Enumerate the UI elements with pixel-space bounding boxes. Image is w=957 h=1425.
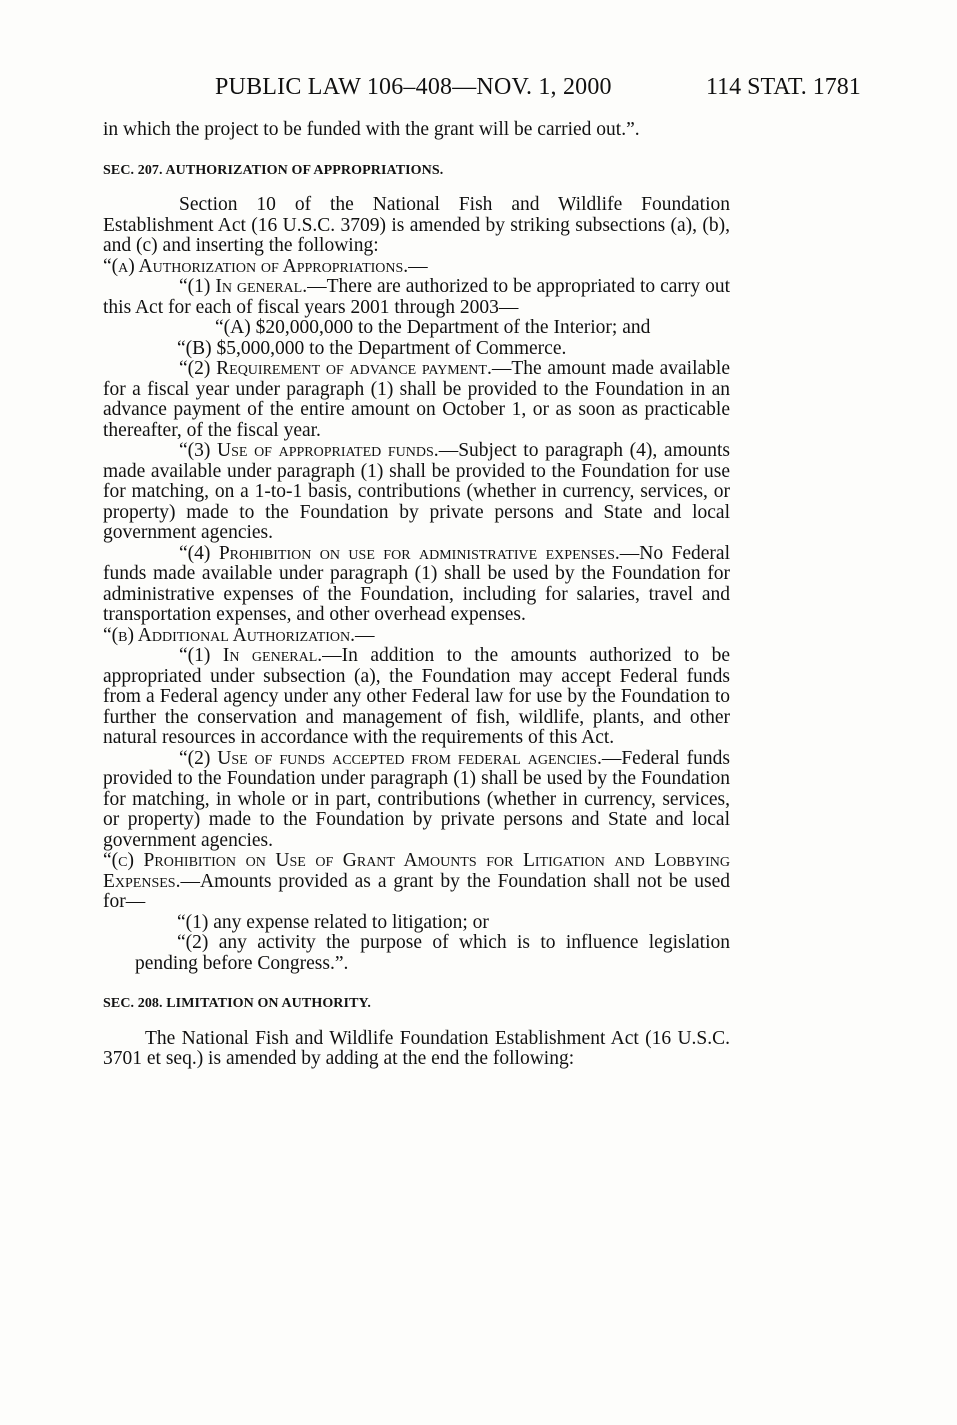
paragraph-c1: “(1) any expense related to litigation; or <box>177 911 489 933</box>
paragraph-a1-heading: “(1) In general. <box>179 276 308 297</box>
paragraph-a1 <box>103 277 730 318</box>
paragraph-b1-text: —In addition to the amounts authorized to be appropriated under subsection (a), the Foundation may accept Federal funds from a Federal agency under any other Federal law for use by the Foundation to further the conservation and management of fish, wildlife, plants, and other natural resources in accordance with the requirements of this Act. <box>103 645 730 748</box>
paragraph-b2 <box>103 749 730 852</box>
paragraph-a3 <box>103 441 730 544</box>
paragraph-section-10: Section 10 of the National Fish and Wildlife Foundation Establishment Act (16 U.S.C. 3709) is amended by striking subsections (a), (b), and (c) and inserting the following: <box>103 194 730 256</box>
subsection-c-heading: “(c) Prohibition on Use of Grant Amounts for Litigation and Lobbying Expenses. <box>103 850 730 892</box>
paragraph-a2-text: —The amount made available for a fiscal year under paragraph (1) shall be provided to the Foundation in an advance payment of the entire amount on October 1, or as soon as practicable thereafter, of the fiscal year. <box>103 358 730 441</box>
paragraph-a4 <box>103 544 730 626</box>
paragraph-a3-text: —Subject to paragraph (4), amounts made available under paragraph (1) shall be provided to the Foundation for use for matching, on a 1-to-1 basis, contributions (whether in currency, services, or property) made to the Foundation by private persons and State and local government agencies. <box>103 440 730 543</box>
paragraph-a1-text: —There are authorized to be appropriated to carry out this Act for each of fiscal years 2001 through 2003— <box>103 276 730 318</box>
subparagraph-a1B: “(B) $5,000,000 to the Department of Commerce. <box>177 337 567 359</box>
paragraph-b2-heading: “(2) Use of funds accepted from federal agencies. <box>179 747 602 769</box>
subsection-c <box>103 851 730 913</box>
subsection-c-text: —Amounts provided as a grant by the Foundation shall not be used for— <box>103 870 730 912</box>
paragraph-a2 <box>103 359 730 441</box>
continuation-paragraph: in which the project to be funded with the grant will be carried out.”. <box>103 119 640 140</box>
paragraph-a4-heading: “(4) Prohibition on use for administrative expenses. <box>179 542 620 564</box>
document-body <box>103 120 730 1070</box>
subsection-b-heading <box>103 626 730 647</box>
paragraph-a3-heading: “(3) Use of appropriated funds. <box>179 440 439 461</box>
paragraph-b2-text: —Federal funds provided to the Foundation under paragraph (1) shall be used by the Foundation for matching, in whole or in part, contributions (whether in currency, services, or property) made to the Foundation by private persons and State and local government agencies. <box>103 747 730 851</box>
running-header-title: PUBLIC LAW 106–408—NOV. 1, 2000 <box>215 74 612 100</box>
subsection-b-title: “(b) Additional Authorization.— <box>103 624 375 646</box>
paragraph-a4-text: —No Federal funds made available under paragraph (1) shall be used by the Foundation for administrative expenses of the Foundation, including for salaries, travel and transportation expenses, and other overhead expenses. <box>103 542 730 625</box>
subsection-a-heading <box>103 257 730 278</box>
paragraph-b1-heading: “(1) In general. <box>179 645 323 666</box>
subsection-a-title: “(a) Authorization of Appropriations.— <box>103 255 428 277</box>
paragraph-c2: “(2) any activity the purpose of which is to influence legislation pending before Congress.”. <box>135 932 730 974</box>
section-heading-208: SEC. 208. LIMITATION ON AUTHORITY. <box>103 996 372 1011</box>
paragraph-section-208: The National Fish and Wildlife Foundation Establishment Act (16 U.S.C. 3701 et seq.) is amended by adding at the end the following: <box>103 1027 730 1069</box>
paragraph-a2-heading: “(2) Requirement of advance payment. <box>179 358 492 379</box>
running-header-stat: 114 STAT. 1781 <box>706 74 861 100</box>
subparagraph-a1A: “(A) $20,000,000 to the Department of the Interior; and <box>215 317 651 338</box>
paragraph-b1 <box>103 646 730 749</box>
section-heading-207: SEC. 207. AUTHORIZATION OF APPROPRIATIONS. <box>103 162 444 178</box>
